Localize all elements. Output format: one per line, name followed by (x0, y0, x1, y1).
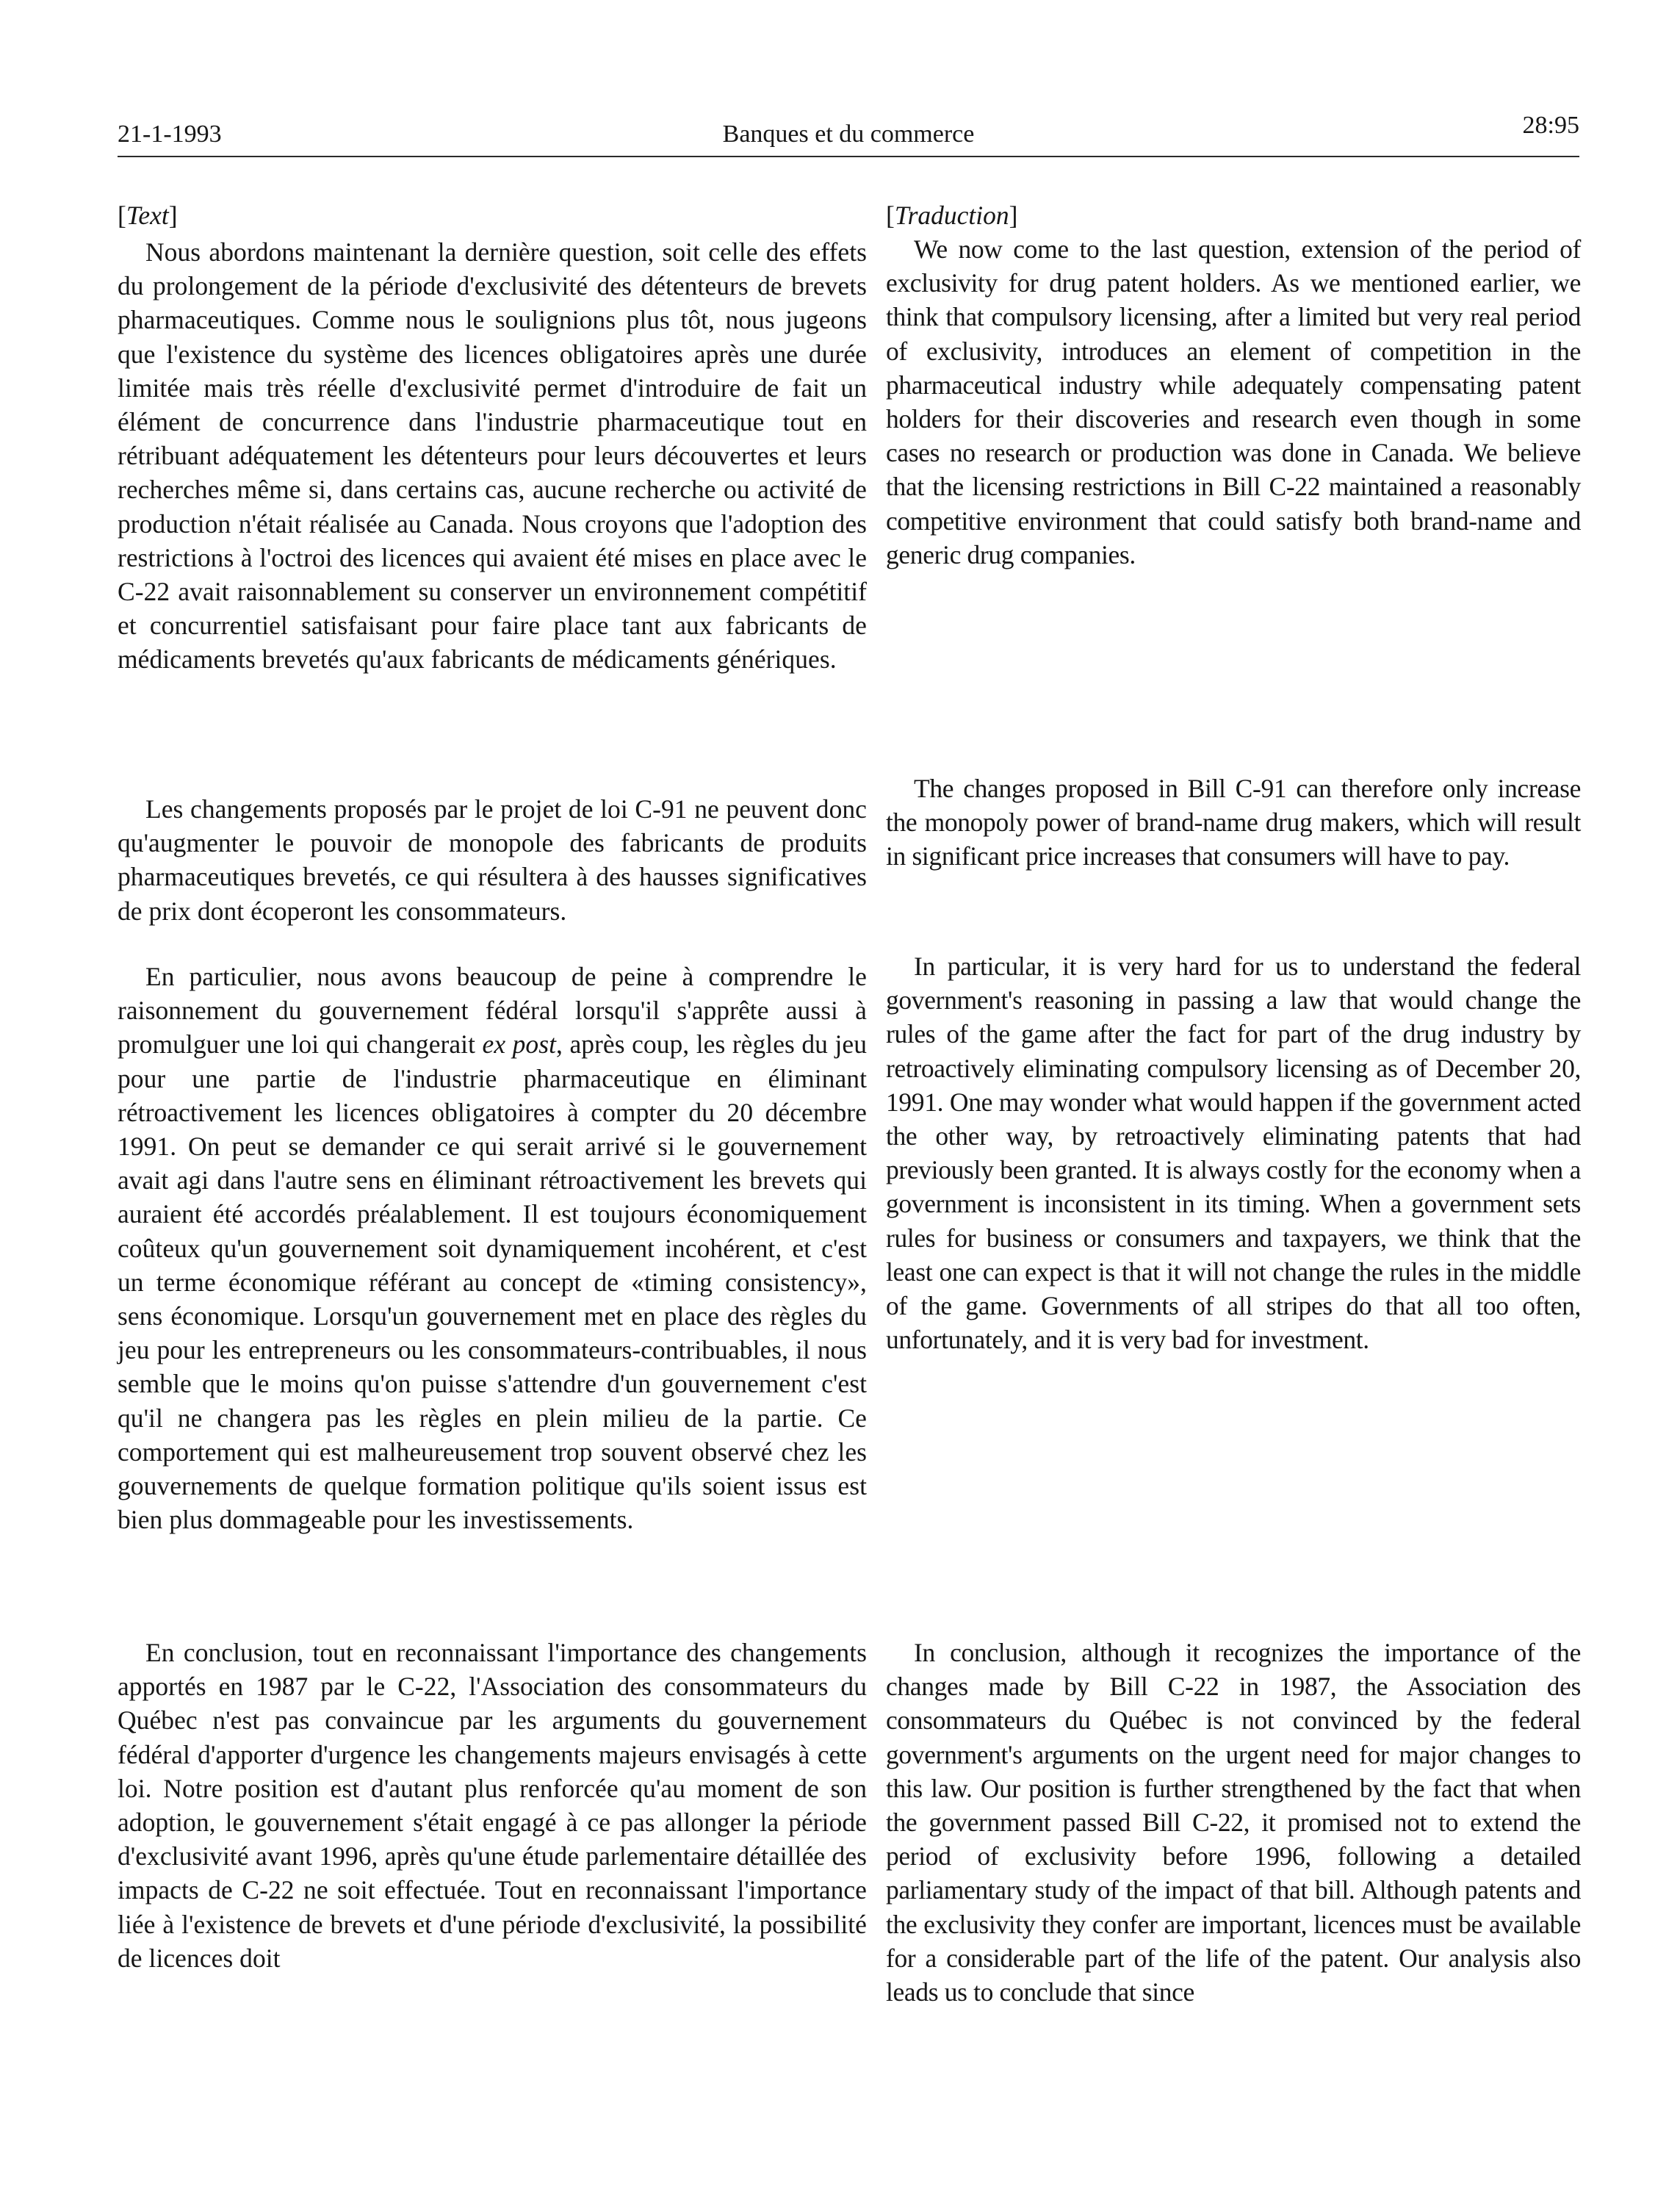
english-label-text: Traduction (894, 201, 1009, 230)
english-block-4 (886, 1636, 1581, 2009)
english-block-1 (886, 232, 1581, 572)
english-paragraph-1: We now come to the last question, extension of the period of exclusivity for drug patent holders. As we mentioned earlier, we think that compulsory licensing, after a limited but very real period of exclusivity, introduces an element of competition in the pharmaceutical industry while adequately compensating patent holders for their discoveries and research even though in some cases no research or production was done in Canada. We believe that the licensing restrictions in Bill C-22 maintained a reasonably competitive environment that could satisfy both brand-name and generic drug companies. (886, 234, 1581, 569)
header-title: Banques et du commerce (722, 121, 975, 148)
page-header (118, 112, 1579, 157)
english-label: [Traduction] (886, 201, 1018, 230)
french-paragraph-3-start: En particulier, nous avons beaucoup de peine à comprendre le raisonnement du gouvernement fédéral lorsqu'il s'apprête aussi à promulguer une loi qui changerait (118, 962, 867, 1060)
french-paragraph-3 (118, 960, 867, 1536)
french-block-2 (118, 792, 867, 928)
english-paragraph-2: The changes proposed in Bill C-91 can therefore only increase the monopoly power of brand-name drug makers, which will result in significant price increases that consumers will have to pay. (886, 774, 1581, 871)
french-label-text: Text (126, 201, 169, 230)
header-date: 21-1-1993 (118, 121, 222, 148)
french-label: [Text] (118, 201, 178, 230)
english-block-3 (886, 949, 1581, 1356)
english-paragraph-3: In particular, it is very hard for us to understand the federal government's reasoning in passing a law that would change the rules of the game after the fact for part of the drug industry by retroactively eliminating compulsory licensing as of December 20, 1991. One may wonder what would happen if the government acted the other way, by retroactively eliminating patents that had previously been granted. It is always costly for the economy when a government is inconsistent in its timing. When a government sets rules for business or consumers and taxpayers, we think that the least one can expect is that it will not change the rules in the middle of the game. Governments of all stripes do that all too often, unfortunately, and it is very bad for investment. (886, 952, 1581, 1355)
french-column (118, 198, 868, 1973)
french-paragraph-2: Les changements proposés par le projet de loi C-91 ne peuvent donc qu'augmenter le pouvoir de monopole des fabricants de produits pharmaceutiques brevetés, ce qui résultera à des hausses significatives de prix dont écoperont les consommateurs. (118, 794, 867, 926)
french-paragraph-4: En conclusion, tout en reconnaissant l'importance des changements apportés en 1987 par le C-22, l'Association des consommateurs du Québec n'est pas convaincue par les arguments du gouvernement fédéral d'apporter d'urgence les changements majeurs envisagés à cette loi. Notre position est d'autant plus renforcée qu'au moment de son adoption, le gouvernement s'était engagé à ce pas allonger la période d'exclusivité avant 1996, après qu'une étude parlementaire détaillée des impacts de C-22 ne soit effectuée. Tout en reconnaissant l'importance liée à l'existence de brevets et d'une période d'exclusivité, la possibilité de licences doit (118, 1638, 867, 1973)
french-paragraph-3-italic: ex post (482, 1029, 557, 1060)
header-page-number: 28:95 (1522, 112, 1579, 139)
english-column (886, 198, 1581, 2007)
french-block-1 (118, 235, 867, 677)
french-paragraph-3-end: , après coup, les règles du jeu pour une partie de l'industrie pharmaceutique en éliminant rétroactivement les licences obligatoires à compter du 20 décembre 1991. On peut se demander ce qui serait arrivé si le gouvernement avait agi dans l'autre sens en éliminant rétroactivement les brevets qui auraient été accordés préalablement. Il est toujours économiquement coûteux qu'un gouvernement soit dynamiquement incohérent, et c'est un terme économique référant au concept de «timing consistency», sens économique. Lorsqu'un gouvernement met en place des règles du jeu pour les entrepreneurs ou les consommateurs-contribuables, il nous semble que le moins qu'on puisse s'attendre d'un gouvernement c'est qu'il ne changera pas les règles en plein milieu de la partie. Ce comportement qui est malheureusement trop souvent observé chez les gouvernements de quelque formation politique qu'ils soient issus est bien plus dommageable pour les investissements. (118, 1029, 868, 1535)
french-paragraph-1: Nous abordons maintenant la dernière question, soit celle des effets du prolongement de la période d'exclusivité des détenteurs de brevets pharmaceutiques. Comme nous le soulignions plus tôt, nous jugeons que l'existence du système des licences obligatoires après une durée limitée mais très réelle d'exclusivité permet d'introduire de fait un élément de concurrence dans l'industrie pharmaceutique tout en rétribuant adéquatement les détenteurs pour leurs découvertes et leurs recherches même si, dans certains cas, aucune recherche ou activité de production n'était réalisée au Canada. Nous croyons que l'adoption des restrictions à l'octroi des licences qui avaient été mises en place avec le C-22 avait raisonnablement su conserver un environnement compétitif et concurrentiel satisfaisant pour faire place tant aux fabricants de médicaments brevetés qu'aux fabricants de médicaments génériques. (118, 237, 867, 675)
english-block-2 (886, 772, 1581, 874)
french-block-3 (118, 960, 867, 1536)
french-block-4 (118, 1636, 867, 1975)
english-paragraph-4: In conclusion, although it recognizes the importance of the changes made by Bill C-22 in 1987, the Association des consommateurs du Québec is not convinced by the federal government's arguments on the urgent need for major changes to this law. Our position is further strengthened by the fact that when the government passed Bill C-22, it promised not to extend the period of exclusivity before 1996, following a detailed parliamentary study of the impact of that bill. Although patents and the exclusivity they confer are important, licences must be available for a considerable part of the life of the patent. Our analysis also leads us to conclude that since (886, 1638, 1581, 2007)
